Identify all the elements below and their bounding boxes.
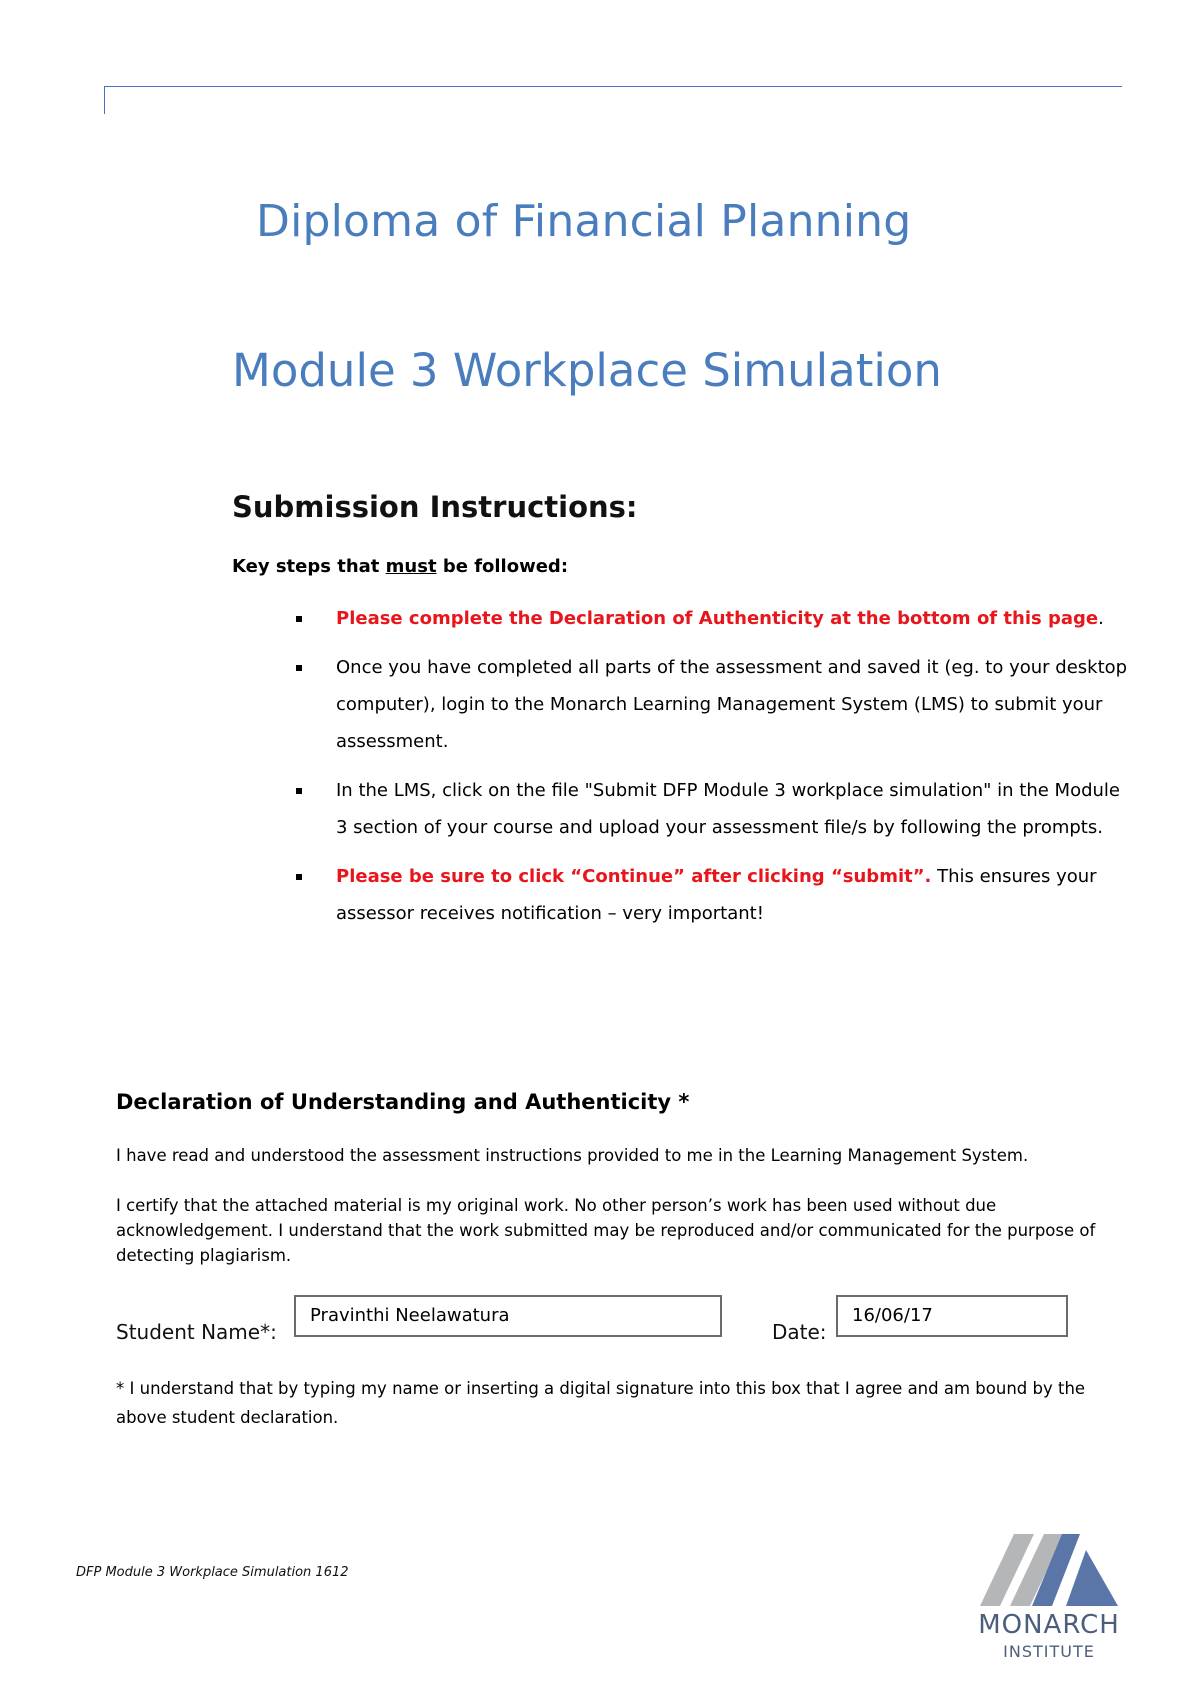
logo-subtitle: INSTITUTE	[1003, 1642, 1095, 1661]
declaration-paragraph-2: I certify that the attached material is my original work. No other person’s work has been used without due acknowledgement. I understand that the work submitted may be reproduced and/or communicated for the purpose of detecting plagiarism.	[116, 1196, 1096, 1265]
step-text: This ensures your assessor receives notification – very important!	[336, 866, 1097, 924]
document-title: Diploma of Financial Planning	[256, 196, 912, 247]
key-steps-prefix: Key steps that	[232, 556, 386, 577]
date-label: Date:	[772, 1320, 827, 1344]
bullet-square-icon	[296, 665, 302, 671]
header-rule-tick	[104, 86, 105, 114]
step-text: .	[1098, 608, 1104, 629]
bullet-square-icon	[296, 616, 302, 622]
key-steps-emphasis: must	[385, 556, 437, 577]
step-text: In the LMS, click on the file "Submit DFP Module 3 workplace simulation" in the Module 3 section of your course and upload your assessment file/s by following the prompts.	[336, 780, 1120, 838]
declaration-paragraph-1: I have read and understood the assessment instructions provided to me in the Learning Management System.	[116, 1146, 1029, 1165]
list-item	[296, 649, 1136, 760]
submission-instructions-heading: Submission Instructions:	[232, 490, 638, 524]
step-red-text: Please be sure to click “Continue” after clicking “submit”.	[336, 866, 932, 887]
header-rule	[104, 86, 1122, 87]
document-subtitle: Module 3 Workplace Simulation	[232, 344, 942, 397]
list-item	[296, 772, 1136, 846]
declaration-heading: Declaration of Understanding and Authenticity *	[116, 1090, 690, 1114]
bullet-square-icon	[296, 788, 302, 794]
bullet-square-icon	[296, 874, 302, 880]
key-steps-suffix: be followed:	[436, 556, 569, 577]
logo-blue-peak	[1066, 1550, 1118, 1606]
step-text: Once you have completed all parts of the assessment and saved it (eg. to your desktop computer), login to the Monarch Learning Management System (LMS) to submit your assessment.	[336, 657, 1128, 752]
date-field[interactable]: 16/06/17	[836, 1295, 1068, 1337]
footer-text: DFP Module 3 Workplace Simulation 1612	[76, 1565, 349, 1580]
declaration-note: * I understand that by typing my name or inserting a digital signature into this box that I agree and am bound by the above student declaration.	[116, 1379, 1086, 1427]
monarch-logo-mark-icon	[974, 1530, 1124, 1608]
list-item	[296, 600, 1136, 637]
submission-steps-list	[296, 600, 1136, 944]
key-steps-intro	[232, 556, 568, 577]
student-name-label: Student Name*:	[116, 1320, 277, 1344]
logo-name: MONARCH	[978, 1610, 1120, 1640]
list-item	[296, 858, 1136, 932]
monarch-institute-logo	[974, 1530, 1124, 1661]
student-name-field[interactable]: Pravinthi Neelawatura	[294, 1295, 722, 1337]
step-red-text: Please complete the Declaration of Authenticity at the bottom of this page	[336, 608, 1099, 629]
